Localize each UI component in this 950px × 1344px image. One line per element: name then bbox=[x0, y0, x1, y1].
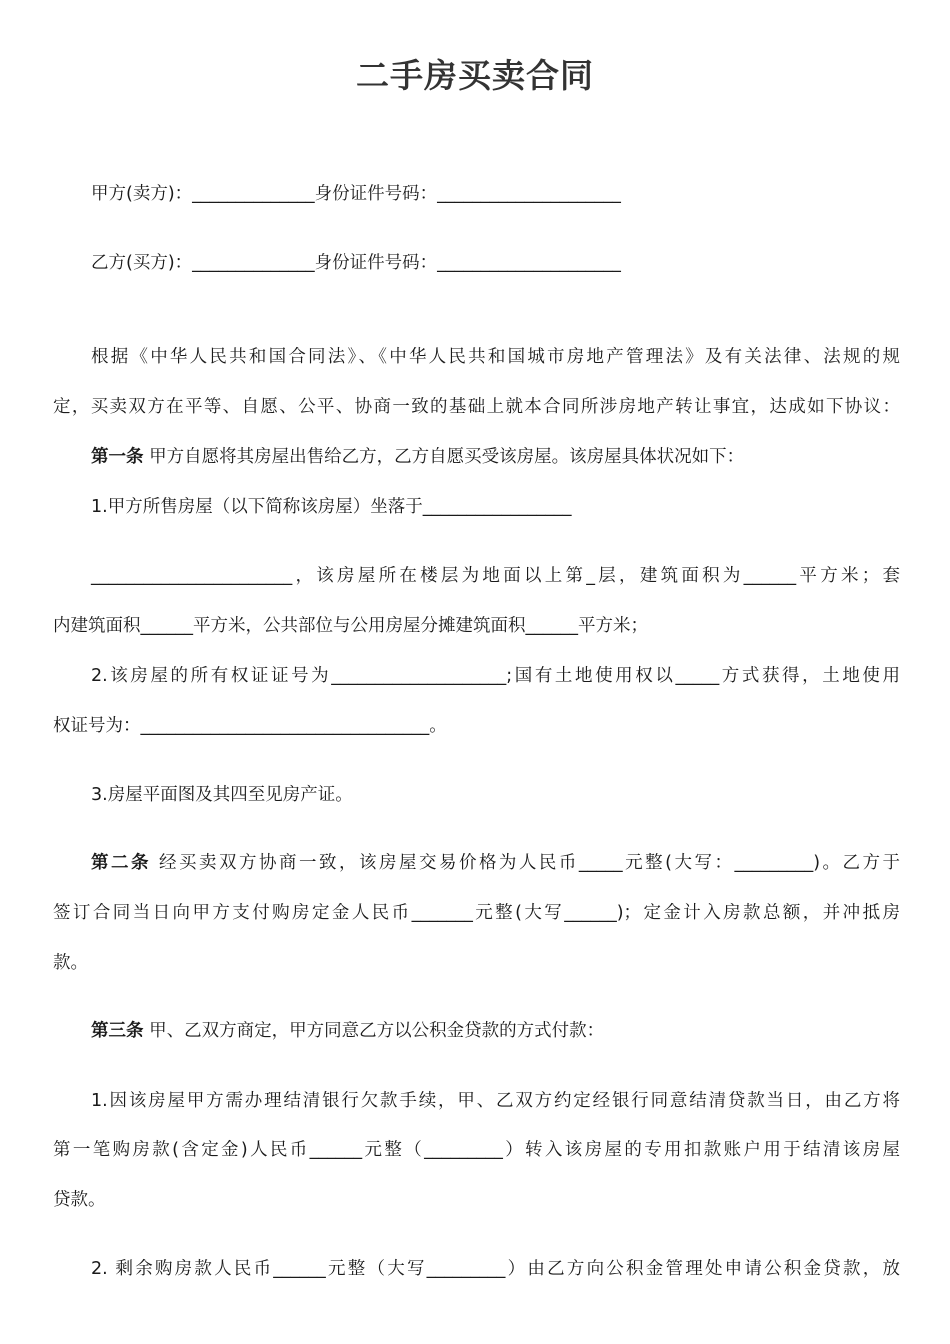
article-3-line bbox=[91, 1019, 900, 1043]
article-3-item-1-cont-2: 贷款。 bbox=[53, 1190, 106, 1210]
party-b-line: 乙方(买方)：______________身份证件号码：_____________________ bbox=[91, 253, 621, 273]
article-1-item-1: 1.甲方所售房屋（以下简称该房屋）坐落于_________________ bbox=[91, 497, 572, 517]
article-3-heading: 第三条 bbox=[91, 1021, 144, 1041]
article-1-heading: 第一条 bbox=[91, 447, 144, 467]
article-3-item-1: 1.因该房屋甲方需办理结清银行欠款手续，甲、乙双方约定经银行同意结清贷款当日，由乙方将 bbox=[91, 1091, 900, 1111]
article-1-item-2-cont: 权证号为：_________________________________。 bbox=[53, 716, 447, 736]
article-2-line-2: 签订合同当日向甲方支付购房定金人民币_______元整(大写______)；定金计入房款总额，并冲抵房 bbox=[53, 903, 900, 923]
article-3-text: 甲、乙双方商定，甲方同意乙方以公积金贷款的方式付款： bbox=[149, 1021, 605, 1041]
preamble-line-2: 定，买卖双方在平等、自愿、公平、协商一致的基础上就本合同所涉房地产转让事宜，达成如下协议： bbox=[53, 397, 900, 417]
article-1-item-1-cont: _______________________，该房屋所在楼层为地面以上第_层，建筑面积为______平方米；套 bbox=[91, 566, 900, 586]
article-2-heading: 第二条 bbox=[91, 853, 151, 873]
article-3-item-2: 2. 剩余购房款人民币______元整（大写_________）由乙方向公积金管理处申请公积金贷款，放 bbox=[91, 1259, 900, 1279]
article-3-item-1-cont: 第一笔购房款(含定金)人民币______元整（_________）转入该房屋的专用扣款账户用于结清该房屋 bbox=[53, 1140, 900, 1160]
article-2-text: 经买卖双方协商一致，该房屋交易价格为人民币_____元整(大写：_________)。乙方于 bbox=[159, 853, 900, 873]
preamble-line-1: 根据《中华人民共和国合同法》、《中华人民共和国城市房地产管理法》及有关法律、法规的规 bbox=[91, 347, 900, 367]
article-1-item-2: 2.该房屋的所有权证证号为____________________;国有土地使用权以_____方式获得，土地使用 bbox=[91, 666, 900, 686]
document-title: 二手房买卖合同 bbox=[356, 56, 594, 95]
article-1-item-3: 3.房屋平面图及其四至见房产证。 bbox=[91, 785, 353, 805]
article-1-line bbox=[91, 445, 900, 469]
article-2-line bbox=[91, 851, 900, 875]
article-2-line-3: 款。 bbox=[53, 953, 88, 973]
party-a-line: 甲方(卖方)：______________身份证件号码：_____________________ bbox=[91, 184, 621, 204]
article-1-text: 甲方自愿将其房屋出售给乙方，乙方自愿买受该房屋。该房屋具体状况如下： bbox=[149, 447, 745, 467]
article-1-item-1-cont-2: 内建筑面积______平方米，公共部位与公用房屋分摊建筑面积______平方米； bbox=[53, 616, 648, 636]
